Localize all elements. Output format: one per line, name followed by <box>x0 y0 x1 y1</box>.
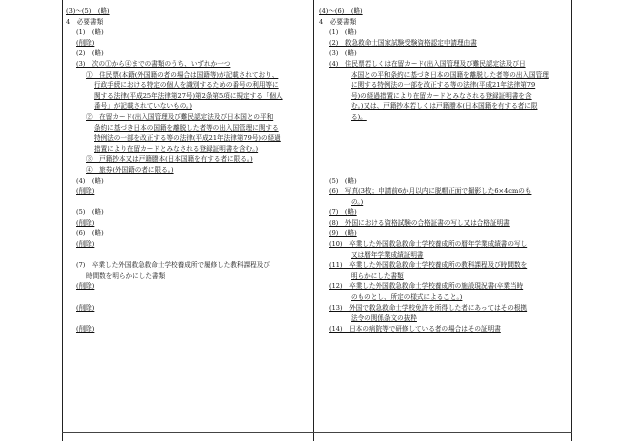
left-line: (3) 次の①から④までの書類のうち、いずれか一つ <box>76 59 231 68</box>
left-line: (6) (略) <box>76 229 104 238</box>
left-line: (3)～(5) (略) <box>66 7 110 15</box>
right-line: 明らかにした書類 <box>351 271 404 280</box>
left-line: (5) (略) <box>76 208 104 217</box>
left-line: ③ 戸籍抄本又は戸籍謄本(日本国籍を有する者に限る。) <box>86 155 253 164</box>
right-line: (2) 救急救命士国家試験受験資格認定申請理由書 <box>329 38 477 47</box>
left-line: (削除) <box>76 240 95 249</box>
right-line: のものとし、所定の様式によること。) <box>351 293 463 302</box>
left-line: 時間数を明らかにした書類 <box>86 271 166 280</box>
right-line: (11) 卒業した外国救急救命士学校養成所の教科課程及び時間数を <box>329 261 528 270</box>
left-line: (削除) <box>76 324 95 333</box>
left-line: ① 住民票(本籍(外国籍の者の場合は国籍等)が記載されており、 <box>86 70 279 79</box>
right-line: 又は暦年学業成績証明書 <box>351 250 424 259</box>
right-line: (8) 外国における資格試験の合格証書の写し又は合格証明書 <box>329 218 510 227</box>
left-line: ④ 旅券(外国籍の者に限る。) <box>86 165 174 174</box>
right-line: (14) 日本の病院等で研修している者の場合はその証明書 <box>329 324 501 333</box>
left-line: (4) (略) <box>76 176 104 185</box>
table-left-border <box>62 0 63 441</box>
left-line: (削除) <box>76 218 95 227</box>
table-center-divider <box>313 0 314 441</box>
left-line: ② 在留カード(出入国管理及び難民認定法及び日本国との平和 <box>86 112 274 121</box>
left-line: (7) 卒業した外国救急救命士学校養成所で履修した教科課程及び <box>76 261 270 270</box>
right-line: (10) 卒業した外国救急救命士学校養成所の暦年学業成績書の写し <box>329 240 528 249</box>
right-column <box>319 6 571 334</box>
right-line: 法令の関係条文の抜粋 <box>351 314 417 323</box>
left-line: (削除) <box>76 187 95 196</box>
right-line: (9) (略) <box>329 229 357 238</box>
right-line: 号)の経過措置により在留カードとみなされる登録証明書を含 <box>351 91 532 100</box>
right-line: 本国との平和条約に基づき日本の国籍を離脱した者等の出入国管理 <box>351 70 549 79</box>
table-bottom-border <box>62 432 572 433</box>
right-line: の。) <box>351 197 364 206</box>
left-line: 条約に基づき日本の国籍を離脱した者等の出入国管理に関する <box>94 123 279 132</box>
right-line: る)。 <box>351 112 367 121</box>
right-line: 4 必要書類 <box>319 17 357 26</box>
left-line: 行政手続における特定の個人を識別するための番号の利用等に <box>94 81 279 90</box>
right-line: む。)又は、戸籍抄本若しくは戸籍謄本(日本国籍を有する者に限 <box>351 102 538 111</box>
left-column <box>66 6 306 334</box>
right-line: (12) 卒業した外国救急救命士学校養成所の施設現況書(卒業当時 <box>329 282 524 291</box>
right-line: (4)～(6) (略) <box>319 7 363 15</box>
left-line: (2) (略) <box>76 49 104 58</box>
right-line: (5) (略) <box>329 176 357 185</box>
right-line: (7) (略) <box>329 208 357 217</box>
left-line: 特例法の一部を改正する等の法律(平成21年法律第79号)の経過 <box>94 134 281 143</box>
right-line: (13) 外国で救急救命士学校免許を所得した者にあってはその根拠 <box>329 303 528 312</box>
left-line: (削除) <box>76 303 95 312</box>
left-line: 4 必要書類 <box>66 17 104 26</box>
table-right-border <box>571 0 572 441</box>
left-line: 番号」が記載されていないもの。) <box>94 102 192 111</box>
left-line: 措置により在留カードとみなされる登録証明書を含む。) <box>94 144 259 153</box>
left-line: (削除) <box>76 38 95 47</box>
right-line: (3) (略) <box>329 49 357 58</box>
left-line: (削除) <box>76 282 95 291</box>
right-line: (1) (略) <box>329 28 357 37</box>
right-line: (6) 写真(3枚；申請前6か月以内に脱帽正面で撮影した6×4cmのも <box>329 187 532 196</box>
left-line: 関する法律(平成25年法律第27号)第2条第5項に規定する「個人 <box>94 91 283 100</box>
right-line: に関する特例法の一部を改正する等の法律(平成21年法律第79 <box>351 81 536 90</box>
left-line: (1) (略) <box>76 28 104 37</box>
right-line: (4) 住民票若しくは在留カード(出入国管理及び難民認定法及び日 <box>329 59 526 68</box>
